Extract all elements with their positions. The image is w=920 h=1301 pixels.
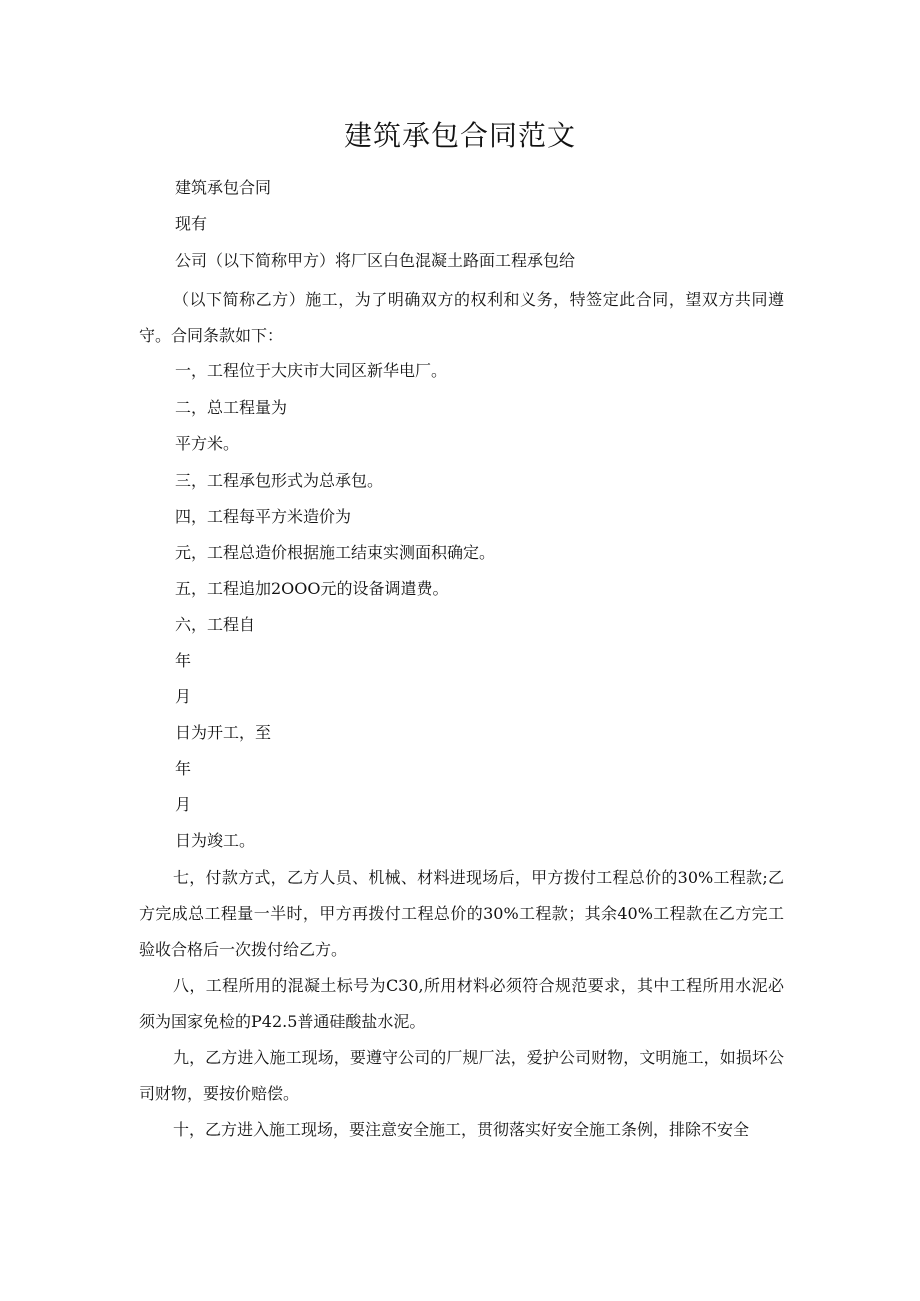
document-title: 建筑承包合同范文 — [343, 119, 576, 152]
intro-paragraph: （以下简称乙方）施工，为了明确双方的权利和义务，特签定此合同，望双方共同遵守。合同条款如下： — [139, 290, 784, 345]
clause-line: 平方米。 — [175, 434, 240, 453]
text-line: 公司（以下简称甲方）将厂区白色混凝土路面工程承包给 — [175, 251, 576, 270]
clause-line: 四，工程每平方米造价为 — [175, 507, 352, 526]
clause-line: 月 — [175, 687, 192, 706]
clause-line: 二，总工程量为 — [175, 398, 288, 417]
text-line: 现有 — [175, 214, 208, 233]
clause-line: 三，工程承包形式为总承包。 — [175, 471, 384, 490]
clause-line: 日为开工，至 — [175, 723, 272, 742]
clause-paragraph-7: 七，付款方式，乙方人员、机械、材料进现场后，甲方拨付工程总价的30%工程款;乙方完成总工程量一半时，甲方再拨付工程总价的30%工程款；其余40%工程款在乙方完工验收合格后一次拨付给乙方。 — [139, 868, 784, 959]
clause-line: 一，工程位于大庆市大同区新华电厂。 — [175, 361, 448, 380]
clause-paragraph-9: 九，乙方进入施工现场，要遵守公司的厂规厂法，爱护公司财物，文明施工，如损坏公司财物，要按价赔偿。 — [139, 1048, 784, 1103]
clause-line: 年 — [175, 651, 192, 670]
subtitle-line: 建筑承包合同 — [175, 178, 272, 197]
clause-line: 年 — [175, 759, 192, 778]
clause-line: 月 — [175, 795, 192, 814]
clause-line: 六，工程自 — [175, 615, 256, 634]
clause-paragraph-10: 十，乙方进入施工现场，要注意安全施工，贯彻落实好安全施工条例，排除不安全 — [173, 1120, 750, 1139]
clause-line: 日为竣工。 — [175, 831, 256, 850]
clause-line: 元，工程总造价根据施工结束实测面积确定。 — [175, 543, 496, 562]
clause-paragraph-8: 八，工程所用的混凝土标号为C30,所用材料必须符合规范要求，其中工程所用水泥必须为国家免检的P42.5普通硅酸盐水泥。 — [139, 976, 784, 1031]
clause-line: 五，工程追加2OOO元的设备调遣费。 — [175, 579, 449, 598]
